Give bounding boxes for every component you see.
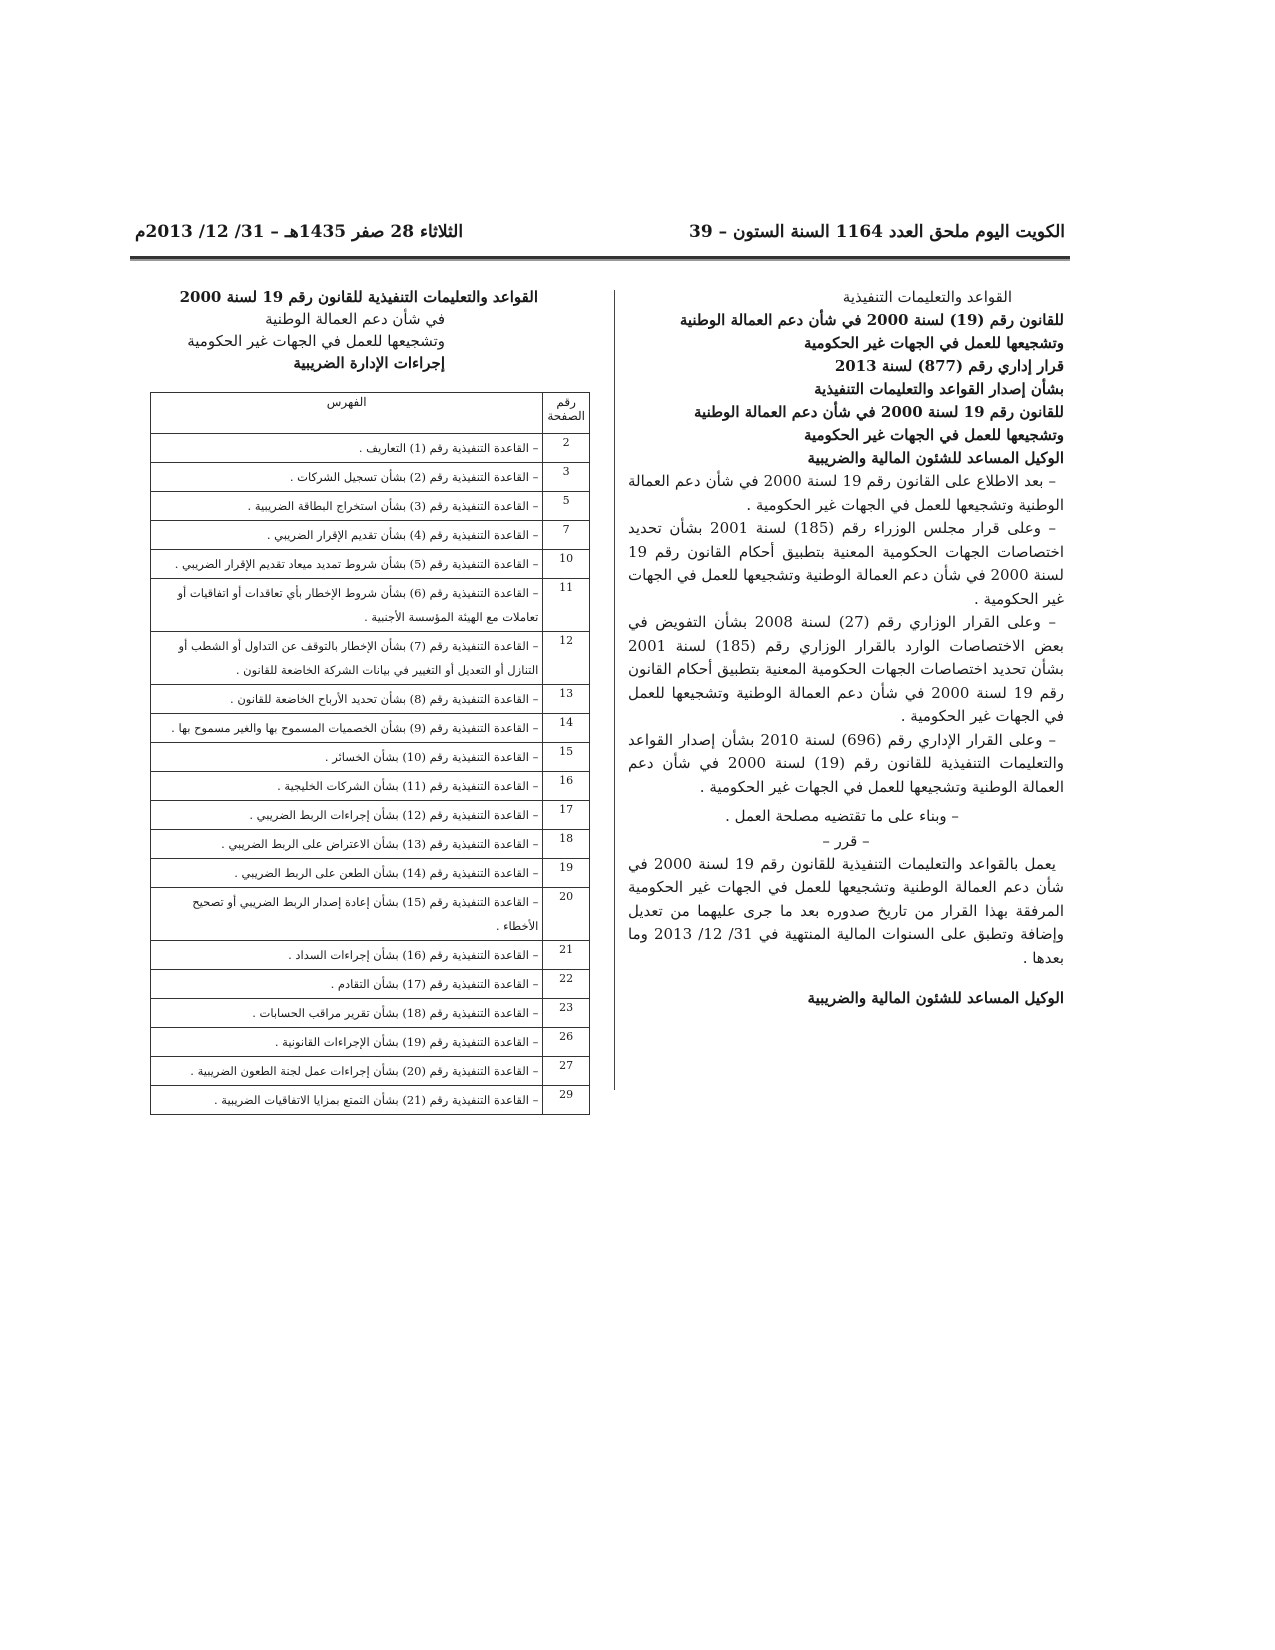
index-row-title: – القاعدة التنفيذية رقم (7) بشأن الإخطار بالتوقف عن التداول أو الشطب أو التنازل أو التعديل أو التغيير في بيانات الشركة الخاضعة للقانون . [151,632,543,685]
right-title-line: القواعد والتعليمات التنفيذية [842,288,1012,306]
index-row-title: – القاعدة التنفيذية رقم (12) بشأن إجراءات الربط الضريبي . [151,801,543,830]
page-header [135,222,1065,250]
column-divider [614,290,615,1090]
index-row-page: 13 [543,685,590,714]
index-table [150,392,590,1115]
header-date: الثلاثاء 28 صفر 1435هـ – 31/ 12/ 2013م [135,222,464,242]
index-row [151,1028,590,1057]
index-row [151,888,590,941]
index-row-title: – القاعدة التنفيذية رقم (20) بشأن إجراءات عمل لجنة الطعون الضريبية . [151,1057,543,1086]
header-gazette-info: الكويت اليوم ملحق العدد 1164 السنة الستون – 39 [689,222,1065,242]
index-row [151,550,590,579]
index-row [151,714,590,743]
index-row-page: 3 [543,463,590,492]
decision-label: – قرر – [822,831,870,850]
index-row-title: – القاعدة التنفيذية رقم (13) بشأن الاعتراض على الربط الضريبي . [151,830,543,859]
index-row [151,772,590,801]
index-row [151,463,590,492]
index-row-page: 18 [543,830,590,859]
index-row [151,941,590,970]
index-row-page: 5 [543,492,590,521]
right-column [628,286,1064,1010]
right-title-line: وتشجيعها للعمل في الجهات غير الحكومية [803,334,1064,352]
right-title-line: قرار إداري رقم (877) لسنة 2013 [834,357,1064,375]
left-title-line: إجراءات الإدارة الضريبية [293,354,445,372]
index-row-title: – القاعدة التنفيذية رقم (3) بشأن استخراج البطاقة الضريبية . [151,492,543,521]
index-row [151,1057,590,1086]
preamble-paragraph: – وعلى القرار الإداري رقم (696) لسنة 2010 بشأن إصدار القواعد والتعليمات التنفيذية للقانون رقم (19) لسنة 2000 في شأن دعم العمالة الوطنية وتشجيعها للعمل في الجهات غير الحكومية . [628,730,1064,796]
index-row [151,859,590,888]
index-row-page: 27 [543,1057,590,1086]
index-row [151,521,590,550]
right-title-line: الوكيل المساعد للشئون المالية والضريبية [807,449,1064,467]
index-row-title: – القاعدة التنفيذية رقم (21) بشأن التمتع بمزايا الاتفاقيات الضريبية . [151,1086,543,1115]
right-title-line: للقانون رقم (19) لسنة 2000 في شأن دعم العمالة الوطنية [679,311,1064,329]
right-title-block [628,286,1064,470]
index-row-title: – القاعدة التنفيذية رقم (15) بشأن إعادة إصدار الربط الضريبي أو تصحيح الأخطاء . [151,888,543,941]
index-row-title: – القاعدة التنفيذية رقم (6) بشأن شروط الإخطار بأي تعاقدات أو اتفاقيات أو تعاملات مع الهيئة المؤسسة الأجنبية . [151,579,543,632]
index-row [151,685,590,714]
index-row-page: 12 [543,632,590,685]
index-row-title: – القاعدة التنفيذية رقم (1) التعاريف . [151,434,543,463]
index-row-title: – القاعدة التنفيذية رقم (18) بشأن تقرير مراقب الحسابات . [151,999,543,1028]
index-row-page: 17 [543,801,590,830]
index-row-page: 11 [543,579,590,632]
index-row-page: 20 [543,888,590,941]
index-header-page: رقم الصفحة [543,393,590,434]
index-row-page: 21 [543,941,590,970]
preamble-paragraph: – وعلى قرار مجلس الوزراء رقم (185) لسنة 2001 بشأن تحديد اختصاصات الجهات الحكومية المعنية بتطبيق أحكام القانون رقم 19 لسنة 2000 في شأن دعم العمالة الوطنية وتشجيعها للعمل في الجهات غير الحكومية . [628,519,1065,608]
index-row-page: 14 [543,714,590,743]
index-row-page: 15 [543,743,590,772]
left-column [150,286,590,374]
left-title-line: في شأن دعم العمالة الوطنية [265,310,445,328]
index-row-page: 22 [543,970,590,999]
index-table-header [151,393,590,434]
index-row [151,1086,590,1115]
right-paragraphs [628,470,1064,829]
index-row-title: – القاعدة التنفيذية رقم (4) بشأن تقديم الإقرار الضريبي . [151,521,543,550]
index-row [151,579,590,632]
index-row-page: 16 [543,772,590,801]
preamble-paragraph: – بعد الاطلاع على القانون رقم 19 لسنة 2000 في شأن دعم العمالة الوطنية وتشجيعها للعمل في الجهات غير الحكومية . [628,472,1064,514]
index-row [151,632,590,685]
decision-text: يعمل بالقواعد والتعليمات التنفيذية للقانون رقم 19 لسنة 2000 في شأن دعم العمالة الوطنية وتشجيعها للعمل في الجهات غير الحكومية المرفقة بهذا القرار من تاريخ صدوره بعد ما جرى عليهما من تعديل وإضافة وتطبق على السنوات المالية المنتهية في 31/ 12/ 2013 وما بعدها . [628,854,1064,967]
index-row-title: – القاعدة التنفيذية رقم (10) بشأن الخسائر . [151,743,543,772]
right-title-line: وتشجيعها للعمل في الجهات غير الحكومية [803,426,1064,444]
index-row-page: 23 [543,999,590,1028]
index-row-title: – القاعدة التنفيذية رقم (5) بشأن شروط تمديد ميعاد تقديم الإقرار الضريبي . [151,550,543,579]
index-row-page: 10 [543,550,590,579]
index-row-page: 2 [543,434,590,463]
index-row-page: 19 [543,859,590,888]
index-row-title: – القاعدة التنفيذية رقم (17) بشأن التقادم . [151,970,543,999]
signature: الوكيل المساعد للشئون المالية والضريبية [807,989,1064,1007]
index-row-title: – القاعدة التنفيذية رقم (19) بشأن الإجراءات القانونية . [151,1028,543,1057]
left-title-line: وتشجيعها للعمل في الجهات غير الحكومية [187,332,445,350]
index-header-title: الفهرس [151,393,543,434]
index-row [151,970,590,999]
index-row-title: – القاعدة التنفيذية رقم (9) بشأن الخصميات المسموح بها والغير مسموح بها . [151,714,543,743]
left-title-line: القواعد والتعليمات التنفيذية للقانون رقم 19 لسنة 2000 [179,288,538,306]
index-row [151,492,590,521]
index-row-page: 26 [543,1028,590,1057]
right-title-line: للقانون رقم 19 لسنة 2000 في شأن دعم العمالة الوطنية [694,403,1064,421]
preamble-paragraph: – وبناء على ما تقتضيه مصلحة العمل . [725,807,959,825]
index-row-title: – القاعدة التنفيذية رقم (14) بشأن الطعن على الربط الضريبي . [151,859,543,888]
index-row-title: – القاعدة التنفيذية رقم (2) بشأن تسجيل الشركات . [151,463,543,492]
right-title-line: بشأن إصدار القواعد والتعليمات التنفيذية [814,380,1064,398]
index-row-page: 29 [543,1086,590,1115]
index-row-title: – القاعدة التنفيذية رقم (8) بشأن تحديد الأرباح الخاضعة للقانون . [151,685,543,714]
index-row [151,743,590,772]
index-row [151,830,590,859]
left-title-block [150,286,590,374]
index-row [151,999,590,1028]
index-row [151,434,590,463]
index-row-title: – القاعدة التنفيذية رقم (16) بشأن إجراءات السداد . [151,941,543,970]
header-rule [130,256,1070,259]
preamble-paragraph: – وعلى القرار الوزاري رقم (27) لسنة 2008 بشأن التفويض في بعض الاختصاصات الوارد بالقرار الوزاري رقم (185) لسنة 2001 بشأن تحديد اختصاصات الجهات الحكومية المعنية بتطبيق أحكام القانون رقم 19 لسنة 2000 في شأن دعم العمالة الوطنية وتشجيعها للعمل في الجهات غير الحكومية . [628,613,1064,725]
index-row [151,801,590,830]
index-row-title: – القاعدة التنفيذية رقم (11) بشأن الشركات الخليجية . [151,772,543,801]
index-row-page: 7 [543,521,590,550]
